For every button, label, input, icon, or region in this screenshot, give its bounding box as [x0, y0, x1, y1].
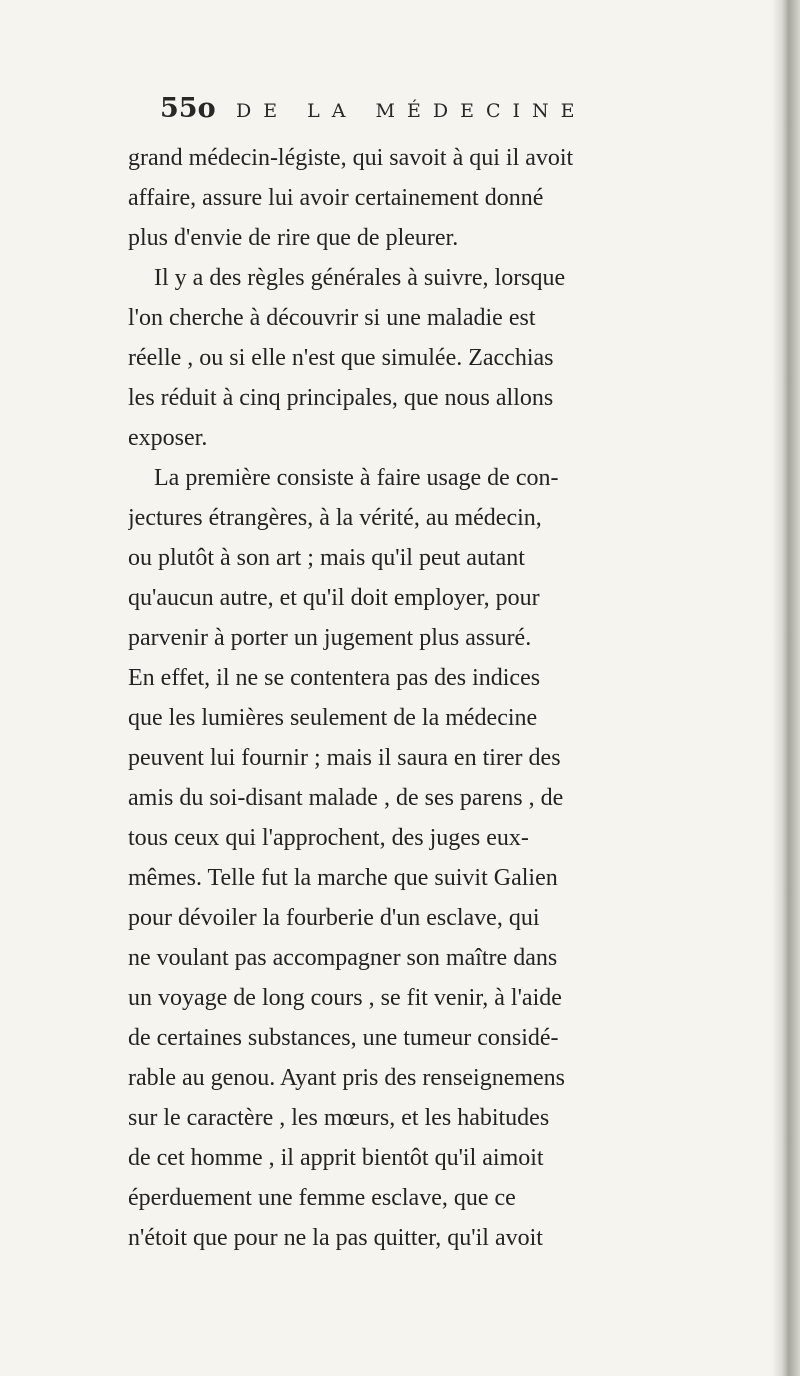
text-line: éperduement une femme esclave, que ce	[128, 1185, 516, 1211]
text-line: affaire, assure lui avoir certainement donné	[128, 185, 544, 211]
page-edge-shadow	[772, 0, 800, 1376]
text-line: ou plutôt à son art ; mais qu'il peut autant	[128, 545, 525, 571]
page-number: 55o	[160, 93, 216, 124]
text-line: rable au genou. Ayant pris des renseignemens	[128, 1065, 566, 1091]
text-line: grand médecin-légiste, qui savoit à qui il avoit	[128, 145, 574, 171]
text-line: pour dévoiler la fourberie d'un esclave, qui	[128, 905, 540, 931]
text-line: l'on cherche à découvrir si une maladie est	[128, 305, 536, 331]
text-line: sur le caractère , les mœurs, et les habitudes	[128, 1105, 550, 1131]
text-line: exposer.	[128, 425, 208, 451]
text-line: En effet, il ne se contentera pas des indices	[128, 665, 541, 691]
text-line: La première consiste à faire usage de con-	[154, 465, 559, 491]
text-line: mêmes. Telle fut la marche que suivit Galien	[128, 865, 558, 891]
text-line: les réduit à cinq principales, que nous allons	[128, 385, 554, 411]
text-line: qu'aucun autre, et qu'il doit employer, pour	[128, 585, 540, 611]
text-line: Il y a des règles générales à suivre, lorsque	[154, 265, 566, 291]
text-line: de certaines substances, une tumeur considé-	[128, 1025, 559, 1051]
body-text	[128, 138, 768, 1358]
text-line: peuvent lui fournir ; mais il saura en tirer des	[128, 745, 561, 771]
text-line: réelle , ou si elle n'est que simulée. Zacchias	[128, 345, 554, 371]
running-head: DE LA MÉDECINE	[236, 100, 587, 122]
text-line: que les lumières seulement de la médecine	[128, 705, 538, 731]
text-line: amis du soi-disant malade , de ses parens , de	[128, 785, 564, 811]
text-line: jectures étrangères, à la vérité, au médecin,	[128, 505, 542, 531]
text-line: n'étoit que pour ne la pas quitter, qu'il avoit	[128, 1225, 543, 1251]
text-line: plus d'envie de rire que de pleurer.	[128, 225, 459, 251]
text-line: un voyage de long cours , se fit venir, à l'aide	[128, 985, 562, 1011]
text-line: ne voulant pas accompagner son maître dans	[128, 945, 558, 971]
text-line: tous ceux qui l'approchent, des juges eux-	[128, 825, 529, 851]
text-line: de cet homme , il apprit bientôt qu'il aimoit	[128, 1145, 544, 1171]
page-header	[160, 93, 720, 127]
text-line: parvenir à porter un jugement plus assuré.	[128, 625, 532, 651]
